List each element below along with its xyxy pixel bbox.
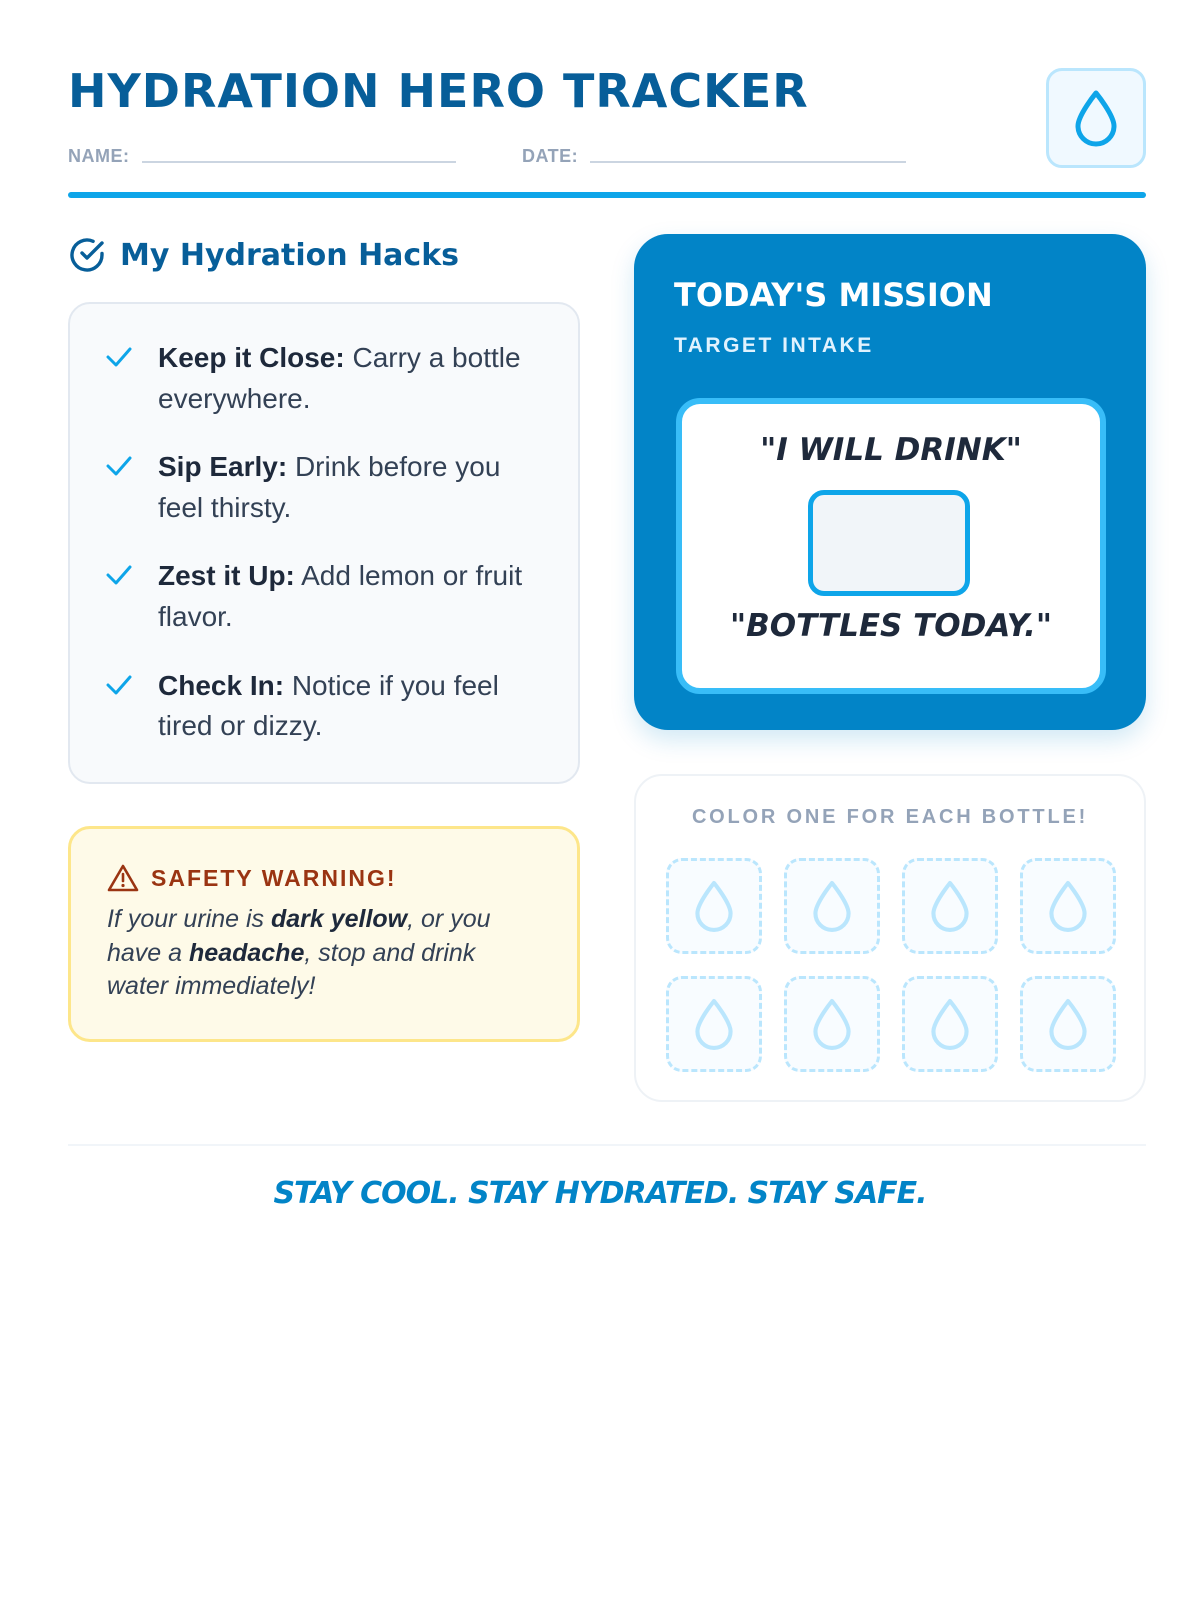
bottle-checkbox[interactable]: [1020, 858, 1116, 954]
tracker-title: COLOR ONE FOR EACH BOTTLE!: [691, 806, 1089, 828]
hack-title: Check In:: [158, 669, 285, 701]
check-icon: [106, 455, 132, 477]
mission-card: [634, 234, 1146, 730]
water-drop-icon: [927, 997, 973, 1051]
mission-title: TODAY'S MISSION: [674, 276, 993, 314]
name-label: NAME:: [68, 146, 130, 166]
hack-text: Add lemon or fruit flavor.: [158, 560, 523, 632]
list-item: [106, 556, 548, 637]
hack-title: Sip Early:: [158, 451, 288, 483]
hack-title: Zest it Up:: [158, 560, 295, 592]
bottle-checkbox[interactable]: [666, 858, 762, 954]
pledge-box: [676, 398, 1106, 694]
logo-badge: [1046, 68, 1146, 168]
hacks-list: [68, 302, 580, 784]
name-line[interactable]: [142, 161, 456, 163]
hack-title: Keep it Close:: [158, 342, 345, 373]
date-field[interactable]: [522, 146, 906, 167]
date-label: DATE:: [522, 146, 579, 166]
footer-tagline: STAY COOL. STAY HYDRATED. STAY SAFE.: [273, 1176, 927, 1211]
warning-triangle-icon: [107, 863, 139, 893]
bottle-checkbox[interactable]: [784, 976, 880, 1072]
bottle-checkbox[interactable]: [666, 976, 762, 1072]
check-icon: [106, 564, 132, 586]
bottle-checkbox[interactable]: [902, 976, 998, 1072]
hacks-title: My Hydration Hacks: [120, 237, 460, 273]
hack-text: Notice if you feel tired or dizzy.: [158, 669, 499, 742]
list-item: [106, 666, 548, 747]
water-drop-icon: [1045, 997, 1091, 1051]
name-field[interactable]: [68, 146, 456, 167]
list-item: [106, 338, 548, 419]
hack-text: Carry a bottle everywhere.: [158, 342, 521, 414]
mission-subtitle: TARGET INTAKE: [674, 334, 874, 357]
pledge-top-text: "I WILL DRINK": [760, 432, 1022, 468]
list-item: [106, 447, 548, 528]
warning-header: [107, 863, 543, 893]
hacks-heading: [68, 236, 459, 274]
check-circle-icon: [68, 236, 106, 274]
safety-warning: [68, 826, 580, 1042]
bottle-checkbox[interactable]: [784, 858, 880, 954]
info-fields: [68, 146, 948, 176]
water-drop-icon: [691, 879, 737, 933]
bottle-checkbox[interactable]: [1020, 976, 1116, 1072]
water-drop-icon: [927, 879, 973, 933]
water-drop-icon: [691, 997, 737, 1051]
water-drop-icon: [1071, 89, 1121, 147]
footer-divider: [68, 1144, 1146, 1146]
warning-emphasis: headache: [189, 938, 305, 967]
warning-text: If your urine is dark yellow, or you have a headache, stop and drink water immediately!: [107, 905, 491, 1000]
check-icon: [106, 674, 132, 696]
date-line[interactable]: [590, 161, 906, 163]
warning-title: SAFETY WARNING!: [151, 864, 397, 891]
water-drop-icon: [809, 879, 855, 933]
bottle-grid: [666, 858, 1118, 1072]
bottle-count-input[interactable]: [808, 490, 970, 596]
bottle-tracker: [634, 774, 1146, 1102]
header-divider: [68, 192, 1146, 198]
check-icon: [106, 346, 132, 368]
hack-text: Drink before you feel thirsty.: [158, 451, 501, 523]
water-drop-icon: [809, 997, 855, 1051]
page-header: [68, 60, 1146, 200]
bottle-checkbox[interactable]: [902, 858, 998, 954]
water-drop-icon: [1045, 879, 1091, 933]
pledge-bottom-text: "BOTTLES TODAY.": [729, 608, 1053, 644]
page-title: HYDRATION HERO TRACKER: [68, 64, 809, 118]
warning-emphasis: dark yellow: [270, 905, 408, 933]
